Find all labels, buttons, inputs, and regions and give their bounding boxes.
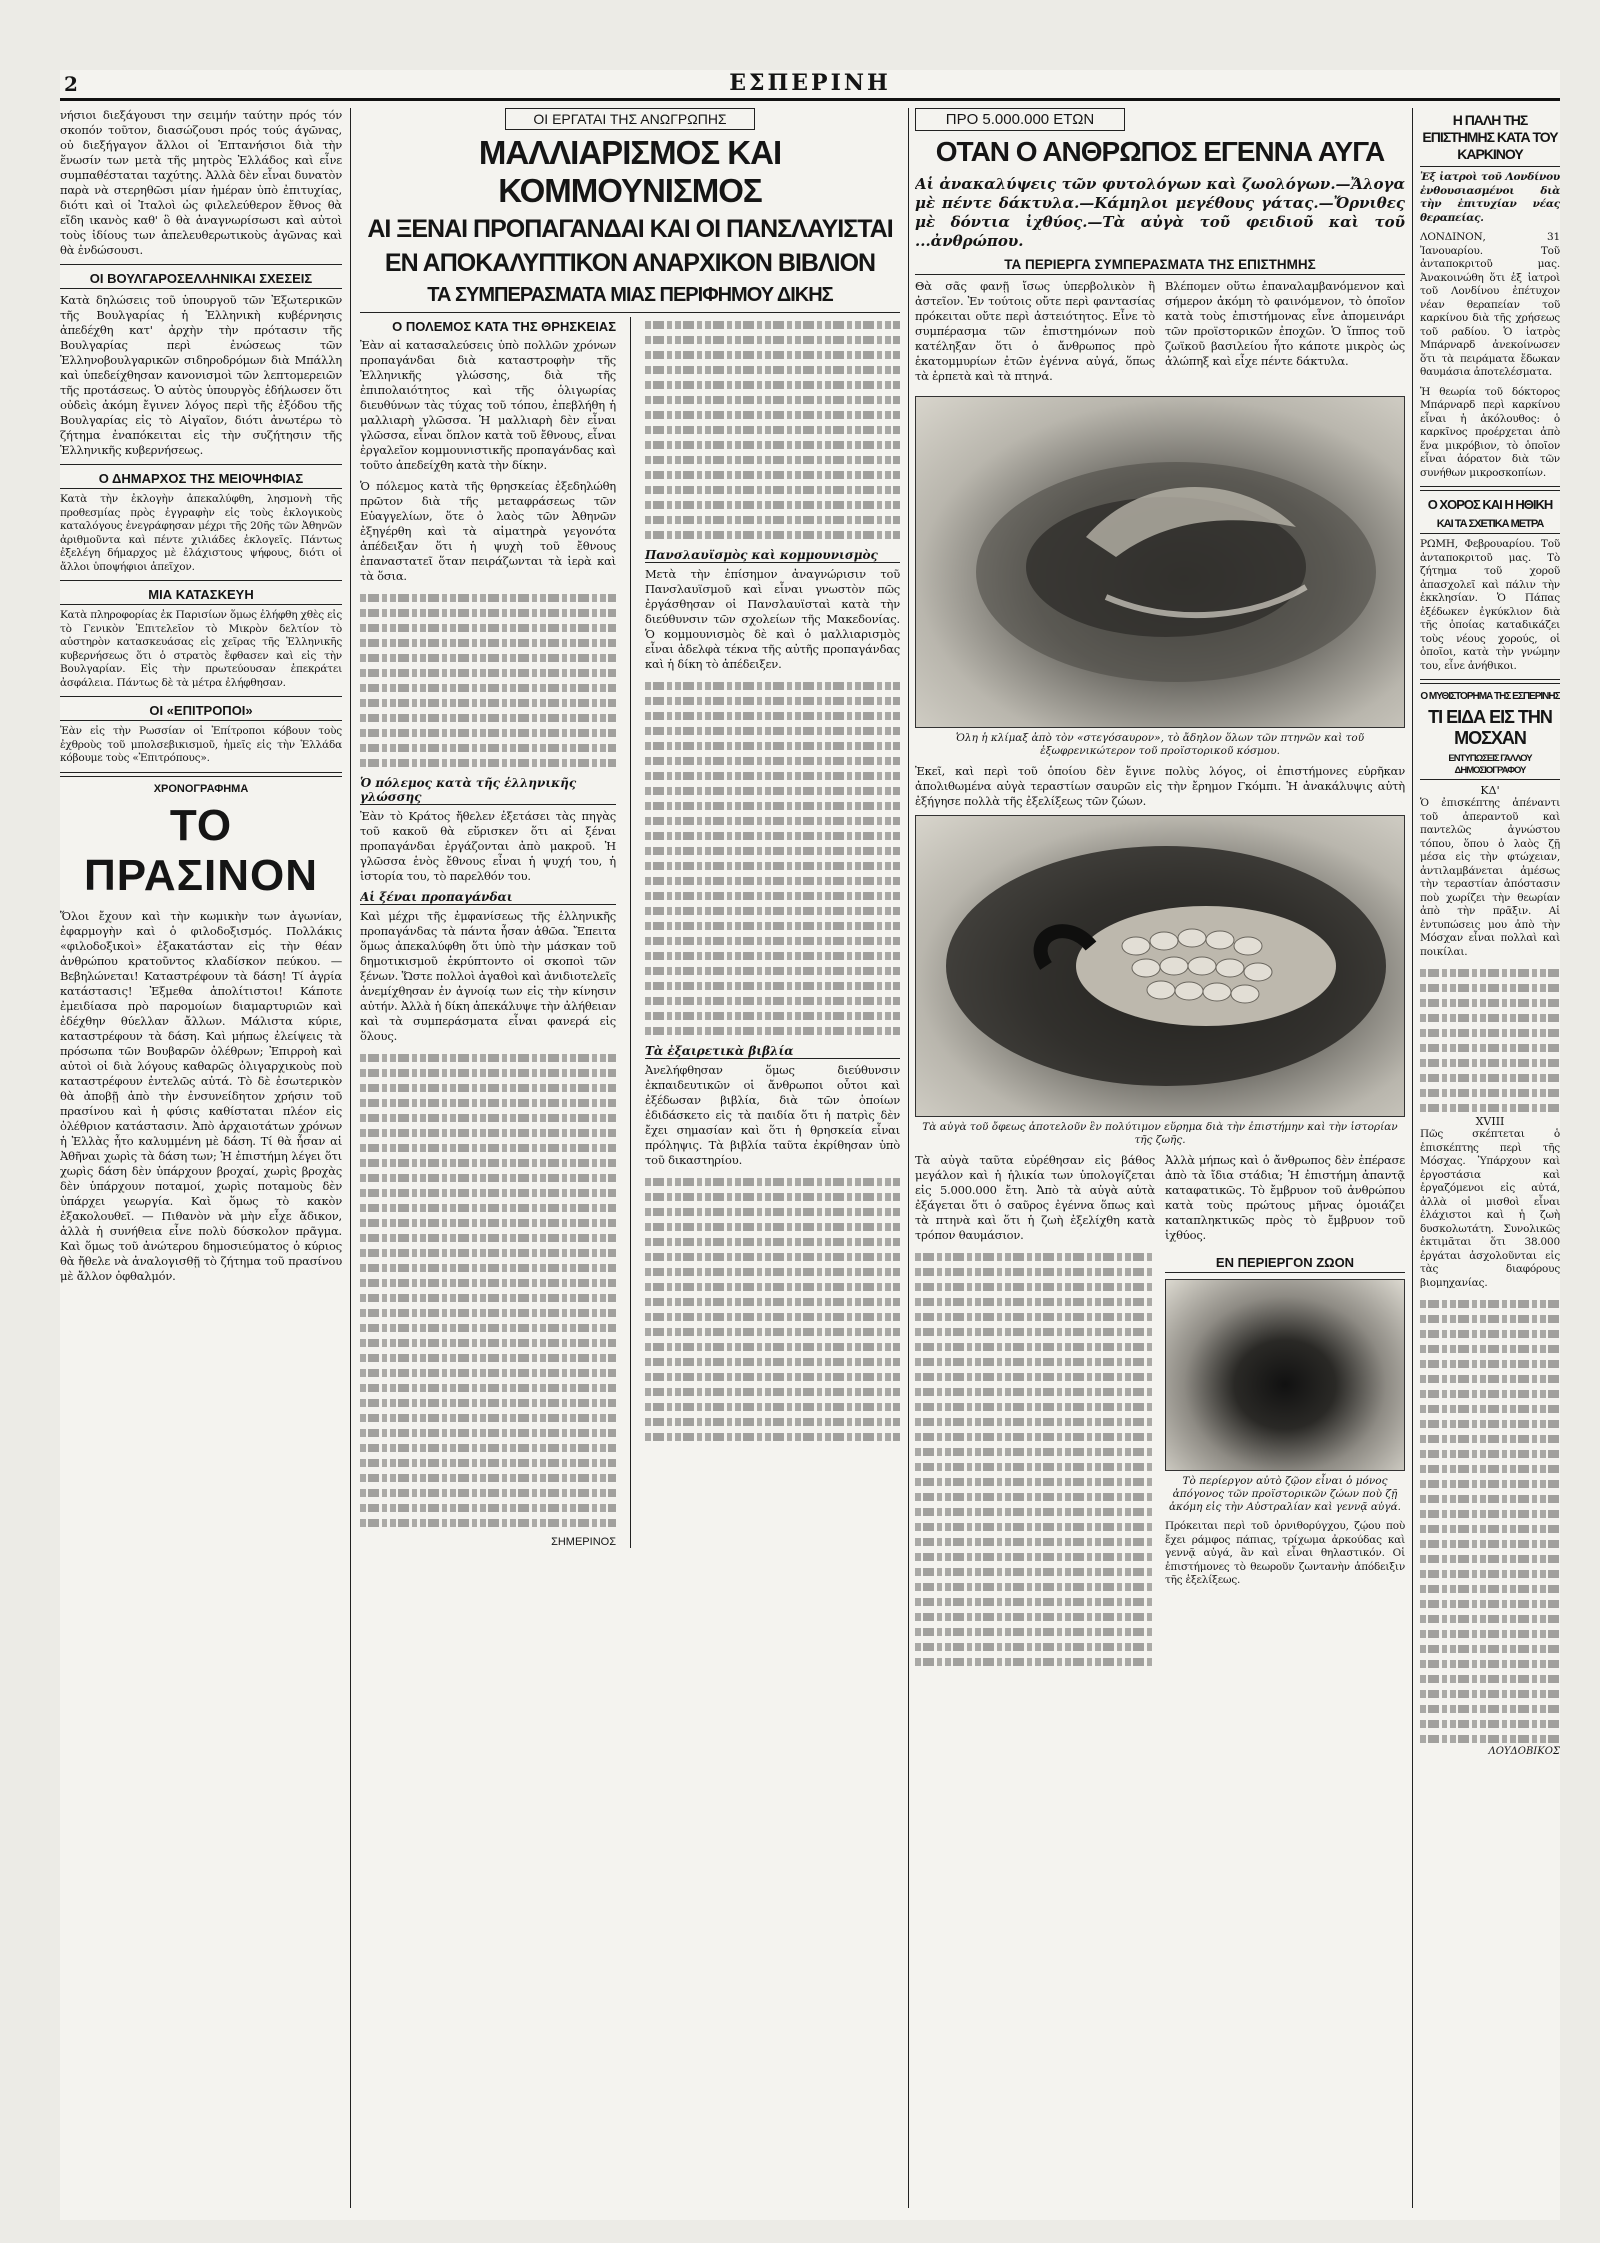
paragraph: Πρόκειται περὶ τοῦ ὀρνιθορύγχου, ζῴου ποὺ ἔχει ράμφος πάπιας, τρίχωμα ἀρκούδας καὶ γεννᾷ αὐγά, ἂν καὶ εἶναι θηλαστικόν. Οἱ ἐπιστήμονες τὸ θεωροῦν ζωντανὴν ἀπόδειξιν τῆς ἐξελίξεως. [1165,1520,1405,1586]
text-line [360,1515,616,1530]
text-line [360,1050,616,1065]
text-line [1420,1055,1560,1070]
text-line [360,1185,616,1200]
headline-green: ΤΟ ΠΡΑΣΙΝΟΝ [83,800,319,900]
text-line [1420,1671,1560,1686]
text-line [915,1444,1155,1459]
text-line [1420,1401,1560,1416]
headline-propaganda: ΑΙ ΞΕΝΑΙ ΠΡΟΠΑΓΑΝΔΑΙ ΚΑΙ ΟΙ ΠΑΝΣΛΑΥΙΣΤΑΙ [367,215,893,243]
text-line [1420,1626,1560,1641]
headline-conclusions: ΤΑ ΣΥΜΠΕΡΑΣΜΑΤΑ ΜΙΑΣ ΠΕΡΙΦΗΜΟΥ ΔΙΚΗΣ [360,282,900,313]
headline-eggs: ΟΤΑΝ Ο ΑΝΘΡΩΠΟΣ ΕΓΕΝΝΑ ΑΥΓΑ [935,136,1385,167]
text-line [1420,1431,1560,1446]
text-line [645,1414,900,1429]
text-line [1420,1686,1560,1701]
text-line [360,680,616,695]
text-line [1420,1581,1560,1596]
text-line [645,1279,900,1294]
subhead-panslavism: Πανσλαυϊσμὸς καὶ κομμουνισμὸς [645,548,900,563]
text-line [360,1440,616,1455]
article-green: Ὅλοι ἔχουν καὶ τὴν κωμικὴν των ἀγωνίαν, ἐφαρμογὴν καὶ ὁ φιλοδοξισμός. Πολλάκις «φιλοδοξικοὶ» ἐξακατάσταν εἰς τὴν θέαν ἀνθρώπου κρατοῦντος κλαδίσκον πεύκου. — Βεβηλώνεται! Καταστρέφουν τὰ δάση! Τί ἀγρία κατάστασις! Ἐξμεθα ἀπολίτιστοι! Κάποτε ἐμειδίασα πρὸ παρομοίων διαμαρτυριῶν καὶ ἐδέχθην θύελλαν ἄλλων. Μάλιστα κύριε, καταστρέφουν τὰ δάση. Καὶ μήπως ἐλείψεις τὰ πρόσωπα τῶν Βουβαρῶν ὀλέθρων; Ἐπιρροὴ καὶ αὐτοὶ οἱ διὰ λόγους καθαρῶς ὀλιγαρχικοὺς ποὺ καταστρέφουν ἐντελῶς αὐτά. Τὸ δὲ ἐσωτερικὸν θὰ ἀποβῇ ἀπὸ τὴν ἐνσυνείδητον χρήσιν τοῦ πρασίνου καὶ ἡ φύσις καθίσταται πλέον εἰς ὀλέθριον κατάστασιν. Ἀπὸ ἀρχαιοτάτων χρόνων ἡ Ἑλλὰς ἦτο καλυμμένη μὲ δάση. Τί θὰ ἦσαν αἱ Ἀθῆναι χωρὶς τὰ δάση των; Ἡ ἐπιστήμη λέγει ὅτι χωρὶς δάση δὲν ὑπάρχουν βροχαί, χωρὶς βροχὰς δὲν ὑπάρχουν ποταμοί, χωρὶς ποταμοὺς δὲν ὑπάρχει γεωργία. Καὶ ὅμως τὸ κακὸν ἐξακολουθεῖ. — Πιθανὸν νὰ μὴν εἶχε ἄδικον, ἀλλὰ ἡ συνήθεια εἶνε πολὺ δύσκολον πρᾶγμα. Καὶ ὅμως τοῦ ἀνώτερου δημοσιεύματος ὁ κύριος θὰ ἤθελε νὰ ἀναλογισθῇ τὸ ζήτημα τοῦ πρασίνου μὲ ἄλλον ὀφθαλμόν. [60,908,342,1283]
article-bulgarian-relations: Κατὰ δηλώσεις τοῦ ὑπουργοῦ τῶν Ἐξωτερικῶν τῆς Βουλγαρίας ἡ Ἑλληνικὴ κυβέρνησις ἀπεδέχθη κατ' ἀρχὴν τὴν πρότασιν τῆς Βουλγαρίας περὶ ἐνώσεως τῶν Ἑλληνοβουλγαρικῶν σιδηροδρόμων διὰ Μπάλλη καὶ ὑπεδείχθησαν κανονισμοὶ τῶν λεπτομερειῶν τῆς προτάσεως. Ὁ αὐτὸς ὑπουργὸς ἐδήλωσεν ὅτι οὐδεὶς ἀκόμη ἔγινεν λόγος περὶ τῆς ἐξόδου τῆς Βουλγαρίας εἰς τὸ Αἰγαῖον, διότι ἀνωτέρω τὸ ζήτημα ἐναπόκειται εἰς τὴν συζήτησιν τῆς Ἑλληνικῆς κυβερνήσεως. [60,293,342,457]
text-line [360,665,616,680]
text-line [1420,1070,1560,1085]
text-line [645,813,900,828]
text-line [645,362,900,377]
text-line [360,1260,616,1275]
article-cancer-2: Ἡ θεωρία τοῦ δόκτορος Μπάρναρδ περὶ καρκίνου εἶναι ἡ ἀκόλουθος: ὁ καρκῖνος προέρχεται ἀπὸ ἕνα μικρόβιον, τὸ ὁποῖον εἶναι ἀόρατον διὰ τῶν συνήθων μικροσκοπίων. [1420,385,1560,479]
photo-curious-animal [1165,1279,1405,1471]
caption: Τὸ περίεργον αὐτὸ ζῷον εἶναι ὁ μόνος ἀπόγονος τῶν προϊστορικῶν ζώων ποὺ ζῇ ἀκόμη εἰς τὴν Αὐστραλίαν καὶ γεννᾷ αὐγά. [1168,1475,1402,1513]
headline-cancer: Η ΠΑΛΗ ΤΗΣ ΕΠΙΣΤΗΜΗΣ ΚΑΤΑ ΤΟΥ ΚΑΡΚΙΝΟΥ [1420,112,1560,167]
text-line [1420,980,1560,995]
text-line [1420,1716,1560,1731]
text-line [915,1504,1155,1519]
text-line [645,858,900,873]
text-line [360,740,616,755]
text-line [915,1354,1155,1369]
paragraph: Ὁ πόλεμος κατὰ τῆς θρησκείας ἐξεδηλώθη πρῶτον διὰ τῆς μεταφράσεως τῶν Εὐαγγελίων, ὅτε ὁ λαὸς τῶν Ἀθηνῶν ἐξηγέρθη καὶ τὰ αἱματηρὰ γεγονότα ἀπέδειξαν ὅτι ἡ ψυχὴ τοῦ ἔθνους ἐπαναστατεῖ ὅταν πειράζωνται τὰ ἱερὰ καὶ τὰ ὅσια. [360,479,616,583]
text-line [915,1294,1155,1309]
text-line [1420,1641,1560,1656]
text-line [645,1219,900,1234]
text-line [915,1534,1155,1549]
caption: Τὰ αὐγὰ τοῦ ὄφεως ἀποτελοῦν ἓν πολύτιμον εὕρημα διὰ τὴν ἐπιστήμην καὶ τὴν ἱστορίαν τῆς ζωῆς. [922,1121,1398,1146]
text-line [1420,1461,1560,1476]
text-line [360,1275,616,1290]
paragraph: Ἀνελήφθησαν ὅμως διεύθυνσιν ἐκπαιδευτικῶν οἱ ἄνθρωποι οὗτοι καὶ ἐξέδωσαν βιβλία, διὰ τῶν ὁποίων ἐδιδάσκετο εἰς τὰ παιδία ὅτι ἡ πατρὶς δὲν ἔχει σημασίαν καὶ ὅτι ἡ θρησκεία εἶναι πρόληψις. Τὰ βιβλία ταῦτα ἐκρίθησαν ὑπὸ τοῦ δικαστηρίου. [644,1063,900,1167]
text-line [360,1215,616,1230]
text-line [645,527,900,542]
footer-signature: ΣΗΜΕΡΙΝΟΣ [551,1536,616,1548]
paragraph: Ἐὰν αἱ κατασαλεύσεις ὑπὸ πολλῶν χρόνων προπαγάνδαι διὰ καταστροφὴν τῆς Ἑλληνικῆς γλώσσης, διὰ τῆς ἐπιπολαιότητος καὶ τῆς ὁλιγωρίας διευθύνων τὰς τύχας τοῦ τόπου, ἐπεβλήθη ἡ μαλλιαρὴ γλῶσσα. Ἡ μαλλιαρὴ δὲν εἶναι γλῶσσα, εἶναι ὅπλον κατὰ τοῦ ἔθνους, εἶναι ἐργαλεῖον κομμουνιστικῆς προπαγάνδας καὶ τοῦτο ἀπεδείχθη κατὰ τὴν δίκην. [360,338,616,472]
chapter-number: ΚΔ' [1480,784,1500,797]
text-line [360,1200,616,1215]
page-number: 2 [64,72,78,96]
divider [1420,486,1560,491]
divider [60,696,342,697]
text-line [1420,1731,1560,1746]
text-line [360,605,616,620]
article-moscow: Ὁ ἐπισκέπτης ἀπέναντι τοῦ ἀπεραντοῦ καὶ παντελῶς ἀγνώστου τόπου, ὅπου ὁ λαὸς ζῇ μέσα εἰς τὴν φτώχειαν, ἀντιλαμβάνεται ἀμέσως τὴν τεραστίαν ἀπόστασιν ποὺ χωρίζει τὴν θεωρίαν ἀπὸ τὴν πρᾶξιν. Αἱ ἐντυπώσεις μου ἀπὸ τὴν Μόσχαν εἶναι πολλαὶ καὶ ποικίλαι. [1420,797,1560,958]
text-line [1420,1611,1560,1626]
text-line [645,1189,900,1204]
text-line [360,590,616,605]
text-line [645,347,900,362]
subcolumn-left [915,1249,1155,1669]
caption: Ὁλη ἡ κλίμαξ ἀπὸ τὸν «στεγόσαυρον», τὸ ἄδηλον ὅλων τῶν πτηνῶν καὶ τοῦ ἐξωφρενικώτερον τοῦ προϊστορικοῦ κόσμου. [955,732,1365,757]
text-line [1420,995,1560,1010]
text-line [645,843,900,858]
text-line [360,1245,616,1260]
column-5 [1420,108,1560,2208]
text-line [645,783,900,798]
text-line [645,1309,900,1324]
paragraph: Καὶ μέχρι τῆς ἐμφανίσεως τῆς ἑλληνικῆς προπαγάνδας τὰ πάντα ἦσαν ἀθῶα. Ἔπειτα ὅμως ἀπεκαλύφθη ὅτι ὑπὸ τὴν μάσκαν τοῦ δημοτικισμοῦ ἐκρύπτοντο οἱ σκοποὶ τῶν ξένων. Ὥστε πολλοὶ ἀγαθοὶ καὶ ἀνιδιοτελεῖς ἀνεμίχθησαν ἐν ἀγνοίᾳ των εἰς τὴν κίνησιν αὐτήν. Ἀλλὰ ἡ δίκη ἀπεκάλυψε τὴν ἀλήθειαν καὶ τὰ συμπεράσματα εἶναι φανερά εἰς ὅλους. [360,909,616,1043]
text-line [1420,1596,1560,1611]
column-divider [350,108,351,2208]
headline-mayor: Ο ΔΗΜΑΡΧΟΣ ΤΗΣ ΜΕΙΟΨΗΦΙΑΣ [60,471,342,489]
newspaper-page [60,70,1560,2220]
text-line [1420,1025,1560,1040]
text-line [645,693,900,708]
divider [60,580,342,581]
text-line [360,1230,616,1245]
text-line [645,332,900,347]
text-line [360,1110,616,1125]
chapter-number: XVIII [1475,1115,1505,1128]
text-line [1420,1566,1560,1581]
text-line [915,1639,1155,1654]
text-line [915,1624,1155,1639]
text-line [645,467,900,482]
text-line [645,933,900,948]
article-lead: Ἐξ ἰατροὶ τοῦ Λονδίνου ἐνθουσιασμένοι διὰ τὴν ἐπιτυχίαν νέας θεραπείας. [1420,171,1560,224]
text-line [645,753,900,768]
text-line [360,1290,616,1305]
text-line [1420,1311,1560,1326]
headline-anarchist-book: ΕΝ ΑΠΟΚΑΛΥΠΤΙΚΟΝ ΑΝΑΡΧΙΚΟΝ ΒΙΒΛΙΟΝ [384,249,876,277]
text-line [645,437,900,452]
text-line [645,1339,900,1354]
text-line [1420,1536,1560,1551]
subhead-science-conclusions: ΤΑ ΠΕΡΙΕΡΓΑ ΣΥΜΠΕΡΑΣΜΑΤΑ ΤΗΣ ΕΠΙΣΤΗΜΗΣ [915,257,1405,275]
text-line [1420,1371,1560,1386]
kicker-workers: ΟΙ ΕΡΓΑΤΑΙ ΤΗΣ ΑΝΩΓΡΩΠΗΣ [505,108,755,130]
text-line [915,1564,1155,1579]
text-line [1420,1356,1560,1371]
text-line [645,768,900,783]
text-line [360,1095,616,1110]
text-line [645,1023,900,1038]
paragraph: Ἐκεῖ, καὶ περὶ τοῦ ὁποίου δὲν ἔγινε πολὺς λόγος, οἱ ἐπιστήμονες εὑρῆκαν ἀπολιθωμένα αὐγὰ τεραστίων σαυρῶν εἰς τὴν ἔρημον Γκόμπι. Ἡ ἀνακάλυψις αὐτὴ ἐξήγησε πολλὰ τῆς ἐξελίξεως τῶν ζώων. [915,764,1405,808]
text-line [360,1410,616,1425]
text-line [915,1654,1155,1669]
text-line [915,1384,1155,1399]
text-line [915,1459,1155,1474]
headline-dance: Ο ΧΟΡΟΣ ΚΑΙ Η ΗΘΙΚΗ [1427,497,1553,512]
text-line [1420,1326,1560,1341]
text-line [1420,1446,1560,1461]
text-line [645,377,900,392]
subhead-dance: ΚΑΙ ΤΑ ΣΧΕΤΙΚΑ ΜΕΤΡΑ [1420,517,1560,534]
text-line [645,1294,900,1309]
kicker-5-million-years: ΠΡΟ 5.000.000 ΕΤΩΝ [915,108,1125,131]
text-line [645,828,900,843]
subcolumn-right [645,317,900,1548]
text-line [360,1155,616,1170]
text-line [360,1470,616,1485]
text-line [1420,1085,1560,1100]
text-line [915,1474,1155,1489]
text-line [915,1279,1155,1294]
column-divider [630,317,631,1548]
headline-moscow: ΤΙ ΕΙΔΑ ΕΙΣ ΤΗΝ ΜΟΣΧΑΝ [1428,707,1552,748]
text-line [1420,1476,1560,1491]
text-line [645,1249,900,1264]
article-construction: Κατὰ πληροφορίας ἐκ Παρισίων ὅμως ἐλήφθη χθὲς εἰς τὸ Γενικὸν Ἐπιτελεῖον τὸ Μικρὸν δελτίον τὸ αὐστηρὸν κατασκευάσας εἰς χεῖρας τῆς Ἑλληνικῆς κυβερνήσεως ὅτι ὁ στρατὸς ἔφθασεν καὶ εἰς τὴν Βουλγαρίαν. Εἰς τὴν πρωτεύουσαν ἐπεκράτει ἀσφάλεια. Πάντως δὲ τὰ μέτρα ἐλήφθησαν. [60,609,342,689]
column-divider [1412,108,1413,2208]
text-line [645,1369,900,1384]
kicker-novel: Ο ΜΥΘΙΣΤΟΡΗΜΑ ΤΗΣ ΕΣΠΕΡΙΝΗΣ [1420,691,1560,702]
text-line [360,1380,616,1395]
divider [1420,679,1560,684]
text-line [360,755,616,770]
text-line [1420,1040,1560,1055]
text-line [360,1125,616,1140]
text-line [1420,1100,1560,1115]
text-line [915,1609,1155,1624]
text-line [1420,1296,1560,1311]
text-line [645,798,900,813]
text-line [645,1234,900,1249]
photo-dinosaur-eggs [915,396,1405,728]
text-line [645,1008,900,1023]
text-line [645,317,900,332]
section-chronograph: ΧΡΟΝΟΓΡΑΦΗΜΑ [153,782,249,795]
text-line [360,1350,616,1365]
text-line [645,708,900,723]
text-line [1420,965,1560,980]
article-cancer: ΛΟΝΔΙΝΟΝ, 31 Ἰανουαρίου. Τοῦ ἀνταποκριτοῦ μας. Ἀνακοινώθη ὅτι ἐξ ἰατροὶ τοῦ Λονδίνου ἐπέτυχον νέαν θεραπείαν τοῦ καρκίνου διὰ τῆς χρήσεως τοῦ ραδίου. Ὁ ἰατρὸς Μπάρναρδ ἀνεκοίνωσεν ὅτι τὰ πειράματα ἔδωκαν θαυμάσια ἀποτελέσματα. [1420,231,1560,378]
article-dance: ΡΩΜΗ, Φεβρουαρίου. Τοῦ ἀνταποκριτοῦ μας. Τὸ ζήτημα τοῦ χοροῦ ἀπασχολεῖ καὶ πάλιν τὴν ἐκκλησίαν. Ὁ Πάπας ἐξέδωκεν ἐγκύκλιον διὰ τῆς ὁποίας καταδικάζει τοὺς νέους χορούς, οἱ ὁποῖοι, κατὰ τὴν γνώμην του, εἶνε ἀνήθικοι. [1420,538,1560,672]
text-line [1420,1701,1560,1716]
text-line [360,650,616,665]
article-commissars: Ἐὰν εἰς τὴν Ρωσσίαν οἱ Ἐπίτροποι κόβουν τοὺς ἐχθροὺς τοῦ μπολσεβικισμοῦ, ἡμεῖς εἰς τὴν Ἑλλάδα κόβουμε τοὺς «Ἐπιτρόπους». [60,725,342,764]
photo-illustration [916,397,1404,727]
text-line [645,978,900,993]
article-mayor: Κατὰ τὴν ἐκλογὴν ἀπεκαλύφθη, λησμονὴ τῆς προθεσμίας πρὸς ἐγγραφὴν εἰς τοὺς ἐκλογικοὺς καταλόγους ἐνεγράφησαν μέχρι τῆς 20ῆς τῶν Ἀθηνῶν ἀριθμοῦντα καὶ πέντε χιλιάδες ἐκλογεῖς. Πάντως ἐξελέγη δήμαρχος μὲ ἐλάχιστους ψήφους, διότι οἱ ἄλλοι ὑποψήφιοι ἀπεῖχον. [60,493,342,573]
column-4 [915,108,1405,2208]
text-line [645,678,900,693]
column-2-3 [360,108,900,2208]
text-line [645,1264,900,1279]
subhead-foreign-propaganda: Αἱ ξέναι προπαγάνδαι [360,890,616,905]
text-line [915,1339,1155,1354]
text-line [645,482,900,497]
paragraph: Τὰ αὐγὰ ταῦτα εὑρέθησαν εἰς βάθος μεγάλον καὶ ἡ ἡλικία των ὑπολογίζεται εἰς 5.000.000 ἔτη. Ἀπὸ τὰ αὐγὰ αὐτὰ ἐξάγεται ὅτι ὁ σαῦρος ἐγέννα ὅπως καὶ τὰ πτηνὰ καὶ ὅτι ἡ ζωὴ ἐξελίχθη κατὰ τρόπον θαυμάσιον. [915,1153,1155,1242]
text-line [360,1455,616,1470]
text-line [645,392,900,407]
text-line [360,1335,616,1350]
text-line [645,738,900,753]
text-line [1420,1551,1560,1566]
text-line [1420,1416,1560,1431]
subhead-war-religion: Ο ΠΟΛΕΜΟΣ ΚΑΤΑ ΤΗΣ ΘΡΗΣΚΕΙΑΣ [392,319,616,334]
text-line [645,407,900,422]
text-line [360,1395,616,1410]
text-line [915,1429,1155,1444]
paragraph: Μετὰ τὴν ἐπίσημον ἀναγνώρισιν τοῦ Πανσλαυϊσμοῦ καὶ εἶναι γνωστὸν πῶς ἐργάσθησαν οἱ Πανσλαυϊσταὶ κατὰ τὴν διεύθυνσιν τῶν σχολείων τῆς Μακεδονίας. Ὁ κομμουνισμὸς δὲ καὶ ὁ μαλλιαρισμὸς εἶναι ἀδελφὰ τέκνα τῆς αὐτῆς προπαγάνδας καὶ ἡ δίκη τὸ ἀπέδειξεν. [644,567,900,671]
subhead-books: Τὰ ἐξαιρετικὰ βιβλία [645,1044,900,1059]
text-line [915,1594,1155,1609]
headline-malliarism: ΜΑΛΛΙΑΡΙΣΜΟΣ ΚΑΙ ΚΟΜΜΟΥΝΙΣΜΟΣ [478,134,782,209]
paragraph: Θὰ σᾶς φανῇ ἴσως ὑπερβολικὸν ἢ ἀστεῖον. Ἐν τούτοις οὔτε περὶ φαντασίας πρόκειται οὔτε περὶ ἀστειότητος. Εἶνε τὸ συμπέρασμα τῶν ἐπιστημόνων ποὺ κατέληξαν ὅτι ὁ ἄνθρωπος πρὸ ἑκατομμυρίων ἐτῶν ἐγέννα αὐγά, ὅπως τὰ ἑρπετὰ καὶ τὰ πτηνά. [915,279,1155,383]
text-line [915,1249,1155,1264]
text-line [645,422,900,437]
text-line [645,903,900,918]
text-line [360,695,616,710]
text-line [915,1579,1155,1594]
subhead-war-language: Ὁ πόλεμος κατὰ τῆς ἑλληνικῆς γλώσσης [360,776,616,805]
signature: ΛΟΥΔΟΒΙΚΟΣ [1488,1746,1560,1757]
text-line [1420,1656,1560,1671]
text-line [1420,1341,1560,1356]
column-1 [60,108,342,2208]
text-line [360,1170,616,1185]
text-line [1420,1506,1560,1521]
text-line [360,1365,616,1380]
text-line [1420,1491,1560,1506]
text-line [645,1399,900,1414]
paragraph: Ἀλλὰ μήπως καὶ ὁ ἄνθρωπος δὲν ἐπέρασε ἀπὸ τὰ ἴδια στάδια; Ἡ ἐπιστήμη ἀπαντᾷ καταφατικῶς. Τὸ ἔμβρυον τοῦ ἀνθρώπου κατὰ τοὺς πρώτους μῆνας ὁμοιάζει καταπληκτικῶς πρὸς τὸ ἔμβρυον τοῦ ἰχθύος. [1165,1153,1405,1242]
text-line [1420,1386,1560,1401]
paragraph: Βλέπομεν οὕτω ἐπαναλαμβανόμενον καὶ σήμερον ἀκόμη τὸ φαινόμενον, τὸ ὁποῖον κατὰ τοὺς ἐπιστήμονας εἶνε ἀπομεινάρι τῶν προϊστορικῶν ἐποχῶν. Ὁ ἵππος τοῦ ζωϊκοῦ βασιλείου ἦτο κάποτε μικρὸς ὡς ἀλώπηξ καὶ εἶχε πέντε δάκτυλα. [1165,279,1405,368]
subcolumn-right [1165,1249,1405,1669]
headline-construction: ΜΙΑ ΚΑΤΑΣΚΕΥΗ [60,587,342,605]
text-line [915,1399,1155,1414]
headline-commissars: ΟΙ «ΕΠΙΤΡΟΠΟΙ» [60,703,342,721]
divider [60,464,342,465]
text-line [645,948,900,963]
text-line [360,1425,616,1440]
subhead-curious-animal: ΕΝ ΠΕΡΙΕΡΓΟΝ ΖΩΟΝ [1165,1255,1405,1273]
text-line [360,1500,616,1515]
text-line [360,1485,616,1500]
text-line [645,873,900,888]
text-line [645,963,900,978]
text-line [915,1369,1155,1384]
text-line [645,1174,900,1189]
paragraph: Ἐὰν τὸ Κράτος ἤθελεν ἐξετάσει τὰς πηγὰς τοῦ κακοῦ θὰ εὕρισκεν ὅτι αἱ ξέναι προπαγάνδαι ἐργάζονται ἀπὸ μακροῦ. Ἡ γλῶσσα ἑνὸς ἔθνους εἶναι ἡ ψυχή του, ἡ ἱστορία του, τὸ παρελθόν του. [360,809,616,883]
text-line [360,1320,616,1335]
subcolumn-left [360,317,616,1548]
text-line [915,1324,1155,1339]
text-line [645,1324,900,1339]
headline-bulgarian-relations: ΟΙ ΒΟΥΛΓΑΡΟΣΕΛΛΗΝΙΚΑΙ ΣΧΕΣΕΙΣ [60,271,342,289]
text-line [645,888,900,903]
text-line [645,918,900,933]
text-line [915,1309,1155,1324]
divider [60,772,342,777]
photo-illustration [916,816,1404,1116]
text-line [645,1384,900,1399]
masthead [60,70,1560,101]
article-moscow-2: Πῶς σκέπτεται ὁ ἐπισκέπτης περὶ τῆς Μόσχας. Ὑπάρχουν καὶ ἐργοστάσια καὶ ἐργαζόμενοι εἰς αὐτά, ἀλλὰ οἱ μισθοὶ εἶναι ἐλάχιστοι καὶ ἡ ζωὴ δυσκολωτάτη. Συνολικῶς ἐκτιμᾶται ὅτι 38.000 ἐργάται ἀσχολοῦνται εἰς τὰς διαφόρους βιομηχανίας. [1420,1128,1560,1289]
text-line [1420,1010,1560,1025]
subhead-moscow: ΕΝΤΥΠΩΣΕΙΣ ΓΑΛΛΟΥ ΔΗΜΟΣΙΟΓΡΑΦΟΥ [1420,753,1560,780]
text-line [360,620,616,635]
text-line [915,1549,1155,1564]
article-lead: Αἱ ἀνακαλύψεις τῶν φυτολόγων καὶ ζωολόγων.—Ἄλογα μὲ πέντε δάκτυλα.—Κάμηλοι μεγέθους γάτας.—Ὄρνιθες μὲ δόντια ἰχθύος.—Τὰ αὐγὰ τοῦ φειδιοῦ καὶ τοῦ ...ἀνθρώπου. [915,175,1405,250]
column-divider [908,108,909,2208]
text-line [360,1065,616,1080]
text-line [360,1080,616,1095]
text-line [915,1519,1155,1534]
text-line [645,1354,900,1369]
paper-name: ΕΣΠΕΡΙΝΗ [729,70,891,96]
text-line [360,635,616,650]
text-line [360,710,616,725]
text-line [915,1264,1155,1279]
text-line [360,1140,616,1155]
text-line [645,1204,900,1219]
article-continuation: νήσιοι διεξάγουσι την σειμήν ταύτην πρός τόν σκοπόν τοῦτον, διασώζουσι πρός τούς άγῶνας, οὐ διεξήγαγον ἄλλοι οἱ Ἑπτανήσιοι διὰ τὴν ἕνωσίν των μετὰ τῆς μητρὸς Ἑλλάδος καὶ εἶνε συμπαθέσταται ταχύτης. Ἀλλὰ δὲν εἶναι δυνατὸν παρὰ νὰ στερηθῶσι μίαν ἡμέραν ὑπὸ ἐπιτυχίας, διότι καὶ οἱ Ἰταλοὶ ὡς φιλελεύθερον ἔθνος θὰ εἴδη ικανὸς καθ' ὃ θὰ ἀναγνωρίσωσι καὶ αὐτοὶ τοὺς ἰδίους των ἀπελευθερωτικοὺς ἀγῶνας καὶ θὰ ἐνδώσουσι. [60,108,342,257]
text-line [645,723,900,738]
text-line [1420,1521,1560,1536]
text-line [915,1414,1155,1429]
photo-snake-eggs [915,815,1405,1117]
text-line [915,1489,1155,1504]
text-line [645,1429,900,1444]
text-line [360,1305,616,1320]
text-line [645,497,900,512]
divider [60,264,342,265]
text-line [645,452,900,467]
text-line [645,512,900,527]
text-line [645,993,900,1008]
text-line [360,725,616,740]
